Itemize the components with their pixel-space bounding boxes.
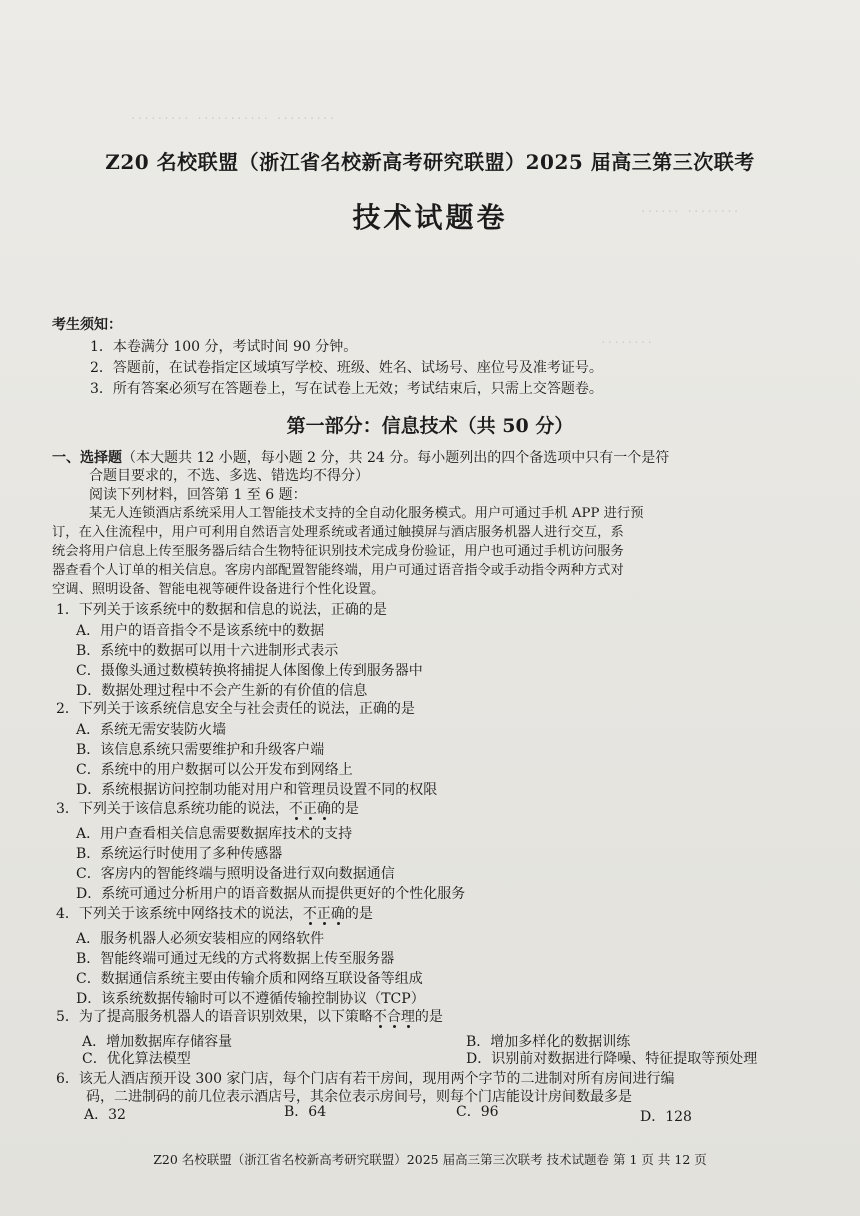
question-option: C．优化算法模型 xyxy=(82,1051,191,1067)
reading-prompt: 阅读下列材料，回答第 1 至 6 题： xyxy=(89,487,307,503)
question-option: B．64 xyxy=(284,1104,327,1120)
question-option: C．数据通信系统主要由传输介质和网络互联设备等组成 xyxy=(76,971,423,987)
part-number: 一、 xyxy=(52,450,80,466)
question-option: C．摄像头通过数模转换将捕捉人体图像上传到服务器中 xyxy=(76,663,423,679)
question-option: D．128 xyxy=(640,1109,692,1125)
question-option: D．系统根据访问控制功能对用户和管理员设置不同的权限 xyxy=(76,782,438,798)
part-desc-continued: 合题目要求的，不选、多选、错选均不得分） xyxy=(89,468,369,484)
question-option: A．增加数据库存储容量 xyxy=(82,1034,233,1050)
stem-text: 5．为了提高服务机器人的语音识别效果，以下策略 xyxy=(56,1009,373,1025)
question-stem: 1．下列关于该系统中的数据和信息的说法，正确的是 xyxy=(56,602,387,618)
question-stem xyxy=(56,905,373,923)
question-option: D．数据处理过程中不会产生新的有价值的信息 xyxy=(76,683,368,699)
question-option: D．该系统数据传输时可以不遵循传输控制协议（TCP） xyxy=(76,991,425,1007)
question-option: D．识别前对数据进行降噪、特征提取等预处理 xyxy=(466,1051,758,1067)
stem-text: 的是 xyxy=(414,1009,443,1025)
question-stem xyxy=(56,1008,443,1026)
bleed-through-text: ········ xyxy=(600,336,653,349)
page-footer: Z20 名校联盟（浙江省名校新高考研究联盟）2025 届高三第三次联考 技术试题卷 第 1 页 共 12 页 xyxy=(153,1152,707,1167)
question-option: D．系统可通过分析用户的语音数据从而提供更好的个性化服务 xyxy=(76,886,466,902)
stem-text: 4．下列关于该系统中网络技术的说法， xyxy=(56,906,303,922)
notice-item: 2．答题前，在试卷指定区域填写学校、班级、姓名、试场号、座位号及准考证号。 xyxy=(90,360,603,376)
material-paragraph: 空调、照明设备、智能电视等硬件设备进行个性化设置。 xyxy=(52,582,385,597)
stem-text: 3．下列关于该信息系统功能的说法， xyxy=(56,801,289,817)
question-stem-continued: 码，二进制码的前几位表示酒店号，其余位表示房间号，则每个门店能设计房间数最多是 xyxy=(86,1089,632,1105)
question-option: B．增加多样化的数据训练 xyxy=(466,1034,631,1050)
question-option: C．客房内的智能终端与照明设备进行双向数据通信 xyxy=(76,866,395,882)
emphasis-char: 不 xyxy=(302,906,317,922)
exam-subtitle: 技术试题卷 xyxy=(352,201,508,234)
question-stem: 6．该无人酒店预开设 300 家门店，每个门店有若干房间，现用两个字节的二进制对所有房间进行编 xyxy=(56,1071,675,1087)
exam-title: Z20 名校联盟（浙江省名校新高考研究联盟）2025 届高三第三次联考 xyxy=(105,150,755,174)
emphasis-char: 确 xyxy=(330,906,345,922)
notice-item: 3．所有答案必须写在答题卷上，写在试卷上无效；考试结束后，只需上交答题卷。 xyxy=(90,381,603,397)
question-stem: 2．下列关于该系统信息安全与社会责任的说法，正确的是 xyxy=(56,701,415,717)
question-option: C．系统中的用户数据可以公开发布到网络上 xyxy=(76,762,353,778)
question-option: B．系统运行时使用了多种传感器 xyxy=(76,846,283,862)
part-desc: （本大题共 12 小题，每小题 2 分，共 24 分。每小题列出的四个备选项中只有一个是符 xyxy=(122,450,670,466)
part-type: 选择题 xyxy=(80,450,122,466)
stem-text: 的是 xyxy=(344,906,373,922)
emphasized-word xyxy=(373,1009,415,1025)
section-title: 第一部分：信息技术（共 50 分） xyxy=(286,415,574,437)
question-option: A．用户的语音指令不是该系统中的数据 xyxy=(76,623,325,639)
question-option: B．系统中的数据可以用十六进制形式表示 xyxy=(76,643,339,659)
question-option: C．96 xyxy=(456,1104,499,1120)
emphasis-char: 正 xyxy=(316,906,331,922)
question-option: A．用户查看相关信息需要数据库技术的支持 xyxy=(76,826,353,842)
question-option: B．智能终端可通过无线的方式将数据上传至服务器 xyxy=(76,951,395,967)
emphasis-char: 确 xyxy=(316,801,331,817)
stem-text: 的是 xyxy=(330,801,359,817)
question-option: B．该信息系统只需要维护和升级客户端 xyxy=(76,742,325,758)
emphasis-char: 不 xyxy=(288,801,303,817)
emphasis-char: 理 xyxy=(400,1009,415,1025)
question-stem xyxy=(56,800,359,818)
emphasis-char: 正 xyxy=(302,801,317,817)
emphasized-word xyxy=(303,906,345,922)
part-instructions xyxy=(52,449,669,467)
bleed-through-text: ······ ········ xyxy=(640,205,740,218)
question-option: A．系统无需安装防火墙 xyxy=(76,722,227,738)
question-option: A．32 xyxy=(84,1107,126,1123)
question-option: A．服务机器人必须安装相应的网络软件 xyxy=(76,931,325,947)
material-paragraph: 某无人连锁酒店系统采用人工智能技术支持的全自动化服务模式。用户可通过手机 APP 进行预 xyxy=(89,506,644,521)
material-paragraph: 器查看个人订单的相关信息。客房内部配置智能终端，用户可通过语音指令或手动指令两种方式对 xyxy=(52,563,624,578)
bleed-through-text: ········· ··········· ········· xyxy=(130,112,336,125)
material-paragraph: 订，在入住流程中，用户可利用自然语言处理系统或者通过触摸屏与酒店服务机器人进行交互，系 xyxy=(52,525,624,540)
notice-item: 1．本卷满分 100 分，考试时间 90 分钟。 xyxy=(90,339,358,355)
emphasized-word xyxy=(289,801,331,817)
emphasis-char: 不 xyxy=(372,1009,387,1025)
emphasis-char: 合 xyxy=(386,1009,401,1025)
material-paragraph: 统会将用户信息上传至服务器后结合生物特征识别技术完成身份验证，用户也可通过手机访问服务 xyxy=(52,544,624,559)
notice-label: 考生须知： xyxy=(52,317,122,333)
